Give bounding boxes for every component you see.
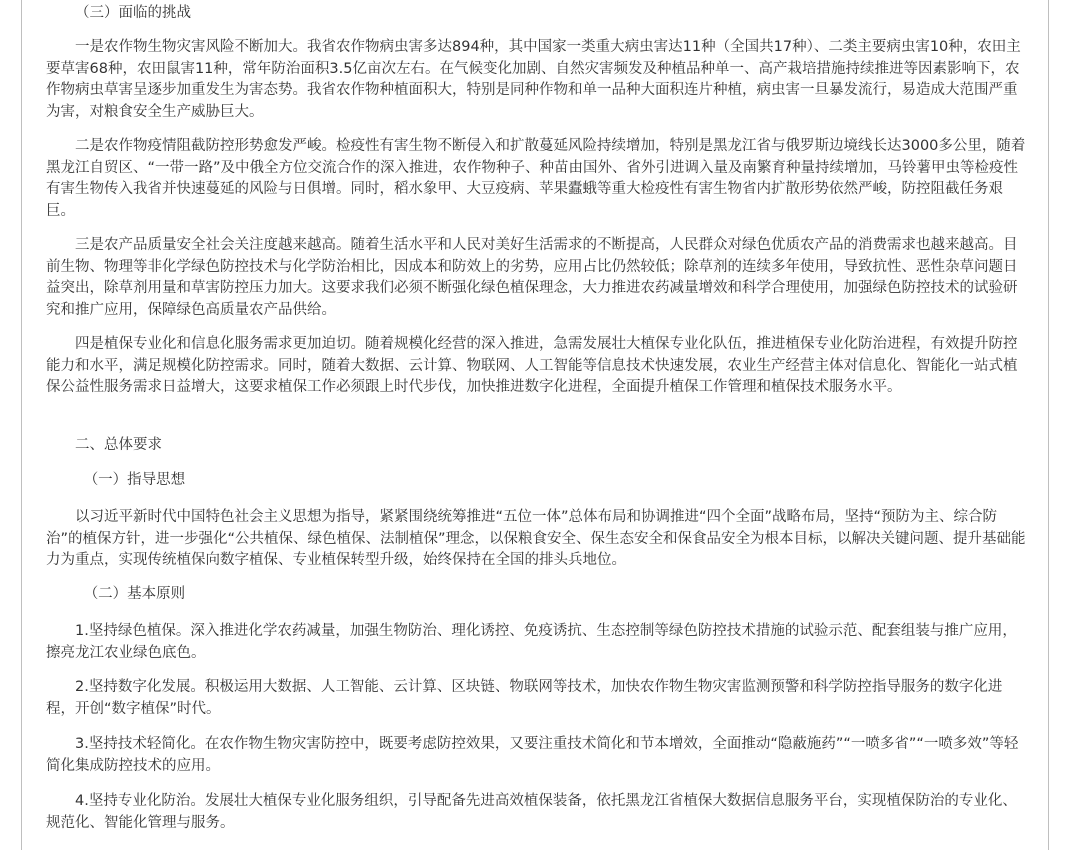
principle-item: 1.坚持绿色植保。深入推进化学农药减量，加强生物防治、理化诱控、免疫诱抗、生态控制等绿色防控技术措施的试验示范、配套组装与推广应用，擦亮龙江农业绿色底色。: [46, 623, 1017, 661]
document-page: [21, 0, 1049, 850]
paragraph-guiding-thought: 以习近平新时代中国特色社会主义思想为指导，紧紧围绕统筹推进“五位一体”总体布局和协调推进“四个全面”战略布局，坚持“预防为主、综合防治”的植保方针，进一步强化“公共植保、绿色植保、法制植保”理念，以保粮食安全、保生态安全和保食品安全为根本目标，以解决关键问题、提升基础能力为重点，实现传统植保向数字植保、专业植保转型升级，始终保持在全国的排头兵地位。: [46, 509, 1026, 568]
principle-item: 2.坚持数字化发展。积极运用大数据、人工智能、云计算、区块链、物联网等技术，加快农作物生物灾害监测预警和科学防控指导服务的数字化进程，开创“数字植保”时代。: [46, 679, 1003, 717]
principle-item: 4.坚持专业化防治。发展壮大植保专业化服务组织，引导配备先进高效植保装备，依托黑龙江省植保大数据信息服务平台，实现植保防治的专业化、规范化、智能化管理与服务。: [46, 793, 1017, 831]
paragraph-challenge-4: 四是植保专业化和信息化服务需求更加迫切。随着规模化经营的深入推进，急需发展壮大植保专业化队伍，推进植保专业化防治进程，有效提升防控能力和水平，满足规模化防控需求。同时，随着大数据、云计算、物联网、人工智能等信息技术快速发展，农业生产经营主体对信息化、智能化一站式植保公益性服务需求日益增大，这要求植保工作必须跟上时代步伐，加快推进数字化进程，全面提升植保工作管理和植保技术服务水平。: [46, 336, 1018, 395]
sub-heading-basic-principles: （二）基本原则: [83, 586, 186, 602]
section-heading-overall: 二、总体要求: [75, 437, 162, 453]
principle-item: 3.坚持技术轻简化。在农作物生物灾害防控中，既要考虑防控效果，又要注重技术简化和节本增效，全面推动“隐蔽施药”“一喷多省”“一喷多效”等轻简化集成防控技术的应用。: [46, 736, 1019, 774]
paragraph-challenge-1: 一是农作物生物灾害风险不断加大。我省农作物病虫害多达894种，其中国家一类重大病虫害达11种（全国共17种）、二类主要病虫害10种，农田主要草害68种，农田鼠害11种，常年防治面积3.5亿亩次左右。在气候变化加剧、自然灾害频发及种植品种单一、高产栽培措施持续推进等因素影响下，农作物病虫草害呈逐步加重发生为害态势。我省农作物种植面积大，特别是同种作物和单一品种大面积连片种植，病虫害一旦暴发流行，易造成大范围严重为害，对粮食安全生产威胁巨大。: [46, 39, 1021, 120]
paragraph-challenge-3: 三是农产品质量安全社会关注度越来越高。随着生活水平和人民对美好生活需求的不断提高，人民群众对绿色优质农产品的消费需求也越来越高。目前生物、物理等非化学绿色防控技术与化学防治相比，因成本和防效上的劣势，应用占比仍然较低；除草剂的连续多年使用，导致抗性、恶性杂草问题日益突出，除草剂用量和草害防控压力加大。这要求我们必须不断强化绿色植保理念，大力推进农药减量增效和科学合理使用，加强绿色防控技术的试验研究和推广应用，保障绿色高质量农产品供给。: [46, 237, 1018, 318]
section-heading-challenges: （三）面临的挑战: [75, 5, 191, 21]
sub-heading-guiding-thought: （一）指导思想: [83, 472, 186, 488]
paragraph-challenge-2: 二是农作物疫情阻截防控形势愈发严峻。检疫性有害生物不断侵入和扩散蔓延风险持续增加，特别是黑龙江省与俄罗斯边境线长达3000多公里，随着黑龙江自贸区、“一带一路”及中俄全方位交流合作的深入推进，农作物种子、种苗由国外、省外引进调入量及南繁育种量持续增加，马铃薯甲虫等检疫性有害生物传入我省并快速蔓延的风险与日俱增。同时，稻水象甲、大豆疫病、苹果蠹蛾等重大检疫性有害生物省内扩散形势依然严峻，防控阻截任务艰巨。: [46, 138, 1026, 219]
